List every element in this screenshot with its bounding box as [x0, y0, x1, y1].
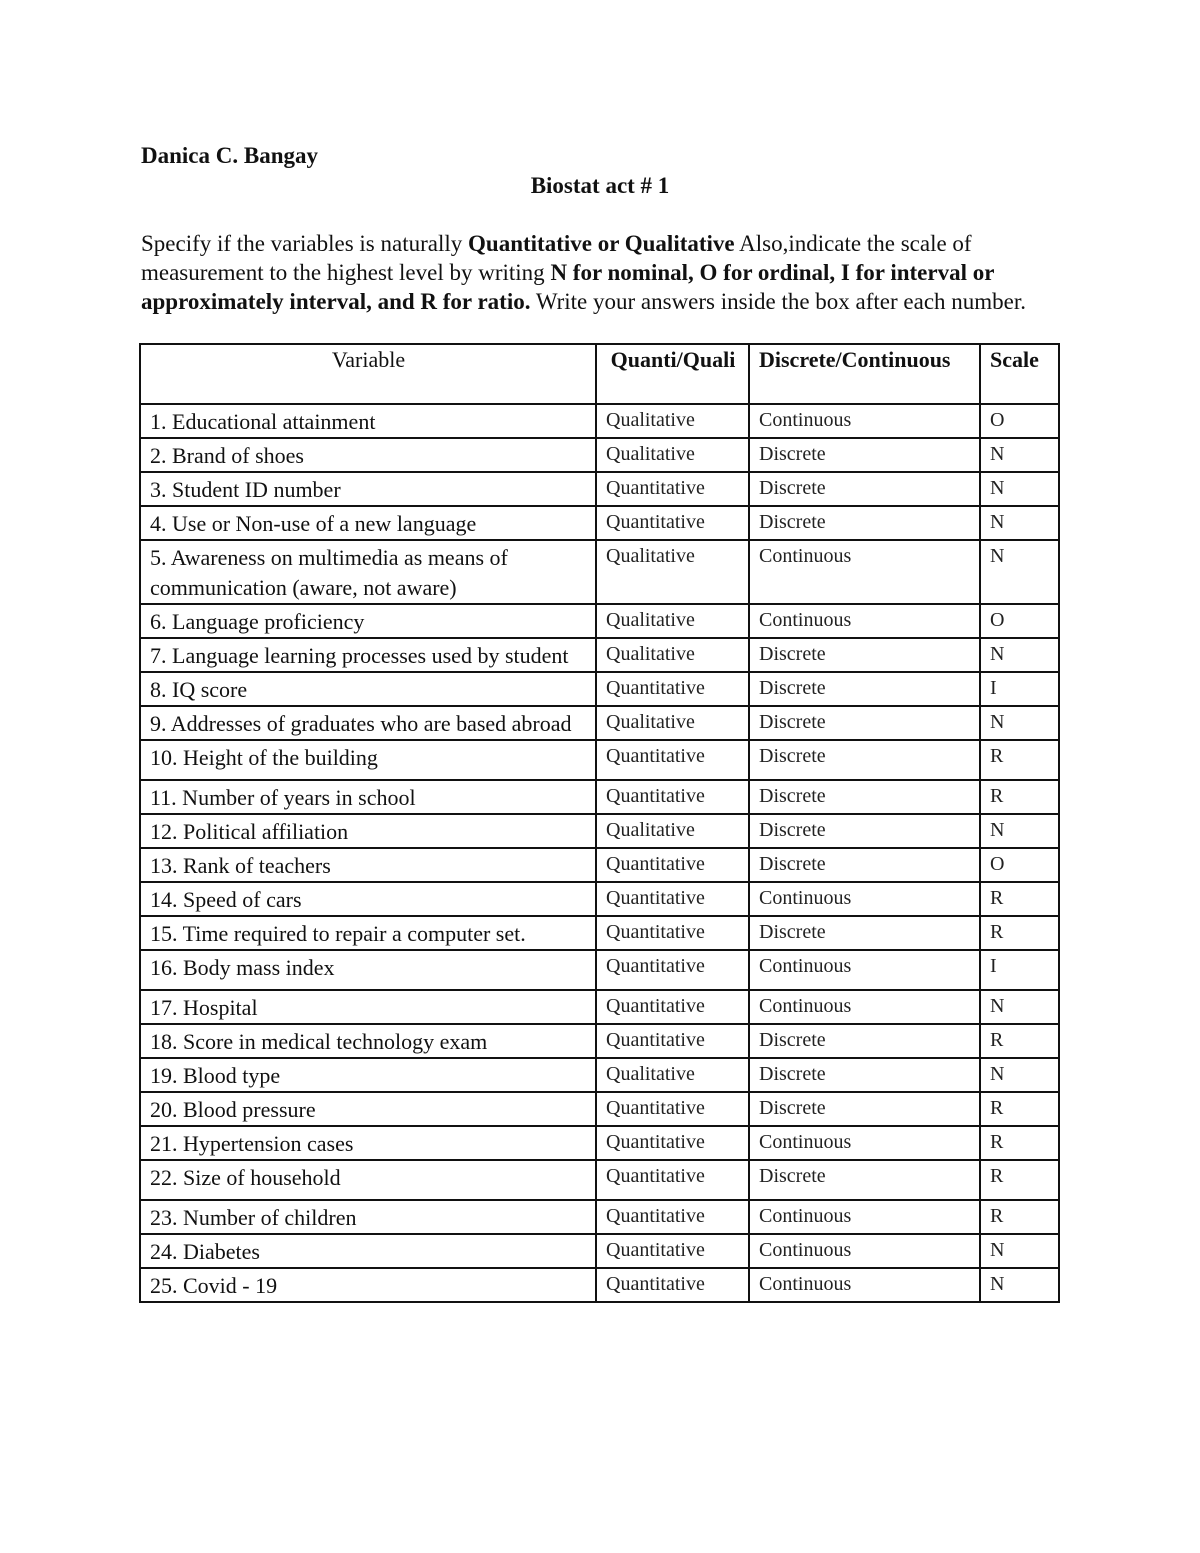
scale-cell: R	[980, 1200, 1059, 1234]
quanti-quali-cell: Quantitative	[596, 1234, 749, 1268]
discrete-continuous-cell: Continuous	[749, 404, 980, 438]
instructions-text-1: Specify if the variables is naturally	[141, 231, 469, 256]
table-row	[140, 740, 1059, 780]
table-row	[140, 506, 1059, 540]
table-row	[140, 1234, 1059, 1268]
scale-cell: N	[980, 438, 1059, 472]
table-row	[140, 1200, 1059, 1234]
quanti-quali-cell: Quantitative	[596, 472, 749, 506]
instructions-text-3: Write your answers inside the box after each number.	[530, 289, 1027, 314]
quanti-quali-cell: Quantitative	[596, 780, 749, 814]
variable-cell: 12. Political affiliation	[140, 814, 596, 848]
scale-cell: N	[980, 1234, 1059, 1268]
variable-cell: 23. Number of children	[140, 1200, 596, 1234]
discrete-continuous-cell: Continuous	[749, 604, 980, 638]
table-row	[140, 638, 1059, 672]
author-name: Danica C. Bangay	[141, 143, 318, 168]
quanti-quali-cell: Quantitative	[596, 848, 749, 882]
instructions-bold-2: N for nominal, O for ordinal, I for interval or approximately interval, and R for ratio.	[141, 260, 995, 314]
variable-cell: 11. Number of years in school	[140, 780, 596, 814]
instructions	[141, 229, 1061, 316]
answer-table	[139, 343, 1060, 1303]
quanti-quali-cell: Qualitative	[596, 604, 749, 638]
scale-cell: R	[980, 882, 1059, 916]
table-row	[140, 472, 1059, 506]
discrete-continuous-cell: Discrete	[749, 638, 980, 672]
instructions-bold-1: Quantitative or Qualitative	[468, 231, 735, 256]
variable-cell: 4. Use or Non-use of a new language	[140, 506, 596, 540]
header-quanti-quali: Quanti/Quali	[596, 344, 749, 404]
table-row	[140, 1058, 1059, 1092]
variable-cell: 8. IQ score	[140, 672, 596, 706]
scale-cell: N	[980, 506, 1059, 540]
quanti-quali-cell: Quantitative	[596, 1024, 749, 1058]
table-body	[140, 404, 1059, 1302]
discrete-continuous-cell: Continuous	[749, 540, 980, 604]
discrete-continuous-cell: Continuous	[749, 1126, 980, 1160]
scale-cell: R	[980, 916, 1059, 950]
variable-cell: 3. Student ID number	[140, 472, 596, 506]
table-row	[140, 540, 1059, 604]
discrete-continuous-cell: Discrete	[749, 706, 980, 740]
scale-cell: R	[980, 740, 1059, 780]
quanti-quali-cell: Quantitative	[596, 916, 749, 950]
header-scale: Scale	[980, 344, 1059, 404]
scale-cell: N	[980, 814, 1059, 848]
header-discrete-continuous: Discrete/Continuous	[749, 344, 980, 404]
scale-cell: N	[980, 706, 1059, 740]
quanti-quali-cell: Quantitative	[596, 1268, 749, 1302]
table-row	[140, 404, 1059, 438]
variable-cell: 17. Hospital	[140, 990, 596, 1024]
quanti-quali-cell: Quantitative	[596, 990, 749, 1024]
variable-cell: 6. Language proficiency	[140, 604, 596, 638]
scale-cell: R	[980, 780, 1059, 814]
document-title: Biostat act # 1	[530, 173, 670, 198]
variable-cell: 21. Hypertension cases	[140, 1126, 596, 1160]
discrete-continuous-cell: Discrete	[749, 1160, 980, 1200]
table-row	[140, 1160, 1059, 1200]
variable-cell: 18. Score in medical technology exam	[140, 1024, 596, 1058]
discrete-continuous-cell: Continuous	[749, 1234, 980, 1268]
table-row	[140, 814, 1059, 848]
discrete-continuous-cell: Discrete	[749, 1092, 980, 1126]
scale-cell: I	[980, 950, 1059, 990]
quanti-quali-cell: Quantitative	[596, 1126, 749, 1160]
table-row	[140, 916, 1059, 950]
discrete-continuous-cell: Discrete	[749, 740, 980, 780]
scale-cell: N	[980, 990, 1059, 1024]
discrete-continuous-cell: Discrete	[749, 506, 980, 540]
discrete-continuous-cell: Continuous	[749, 1200, 980, 1234]
table-row	[140, 706, 1059, 740]
scale-cell: R	[980, 1126, 1059, 1160]
quanti-quali-cell: Quantitative	[596, 950, 749, 990]
variable-cell: 22. Size of household	[140, 1160, 596, 1200]
quanti-quali-cell: Quantitative	[596, 506, 749, 540]
variable-cell: 10. Height of the building	[140, 740, 596, 780]
scale-cell: N	[980, 638, 1059, 672]
variable-cell: 16. Body mass index	[140, 950, 596, 990]
discrete-continuous-cell: Continuous	[749, 882, 980, 916]
variable-cell: 5. Awareness on multimedia as means of communication (aware, not aware)	[140, 540, 596, 604]
scale-cell: O	[980, 848, 1059, 882]
scale-cell: O	[980, 404, 1059, 438]
scale-cell: R	[980, 1024, 1059, 1058]
variable-cell: 15. Time required to repair a computer set.	[140, 916, 596, 950]
discrete-continuous-cell: Discrete	[749, 916, 980, 950]
instructions-text-2: Also,indicate the scale of measurement to the highest level by writing	[141, 231, 972, 285]
table-row	[140, 1126, 1059, 1160]
header-variable: Variable	[140, 344, 596, 404]
scale-cell: N	[980, 1268, 1059, 1302]
quanti-quali-cell: Qualitative	[596, 638, 749, 672]
variable-cell: 9. Addresses of graduates who are based abroad	[140, 706, 596, 740]
quanti-quali-cell: Quantitative	[596, 882, 749, 916]
discrete-continuous-cell: Discrete	[749, 672, 980, 706]
quanti-quali-cell: Quantitative	[596, 1160, 749, 1200]
scale-cell: N	[980, 472, 1059, 506]
table-row	[140, 672, 1059, 706]
discrete-continuous-cell: Continuous	[749, 1268, 980, 1302]
quanti-quali-cell: Qualitative	[596, 814, 749, 848]
quanti-quali-cell: Quantitative	[596, 1092, 749, 1126]
quanti-quali-cell: Qualitative	[596, 540, 749, 604]
discrete-continuous-cell: Discrete	[749, 1024, 980, 1058]
scale-cell: N	[980, 1058, 1059, 1092]
variable-cell: 13. Rank of teachers	[140, 848, 596, 882]
variable-cell: 14. Speed of cars	[140, 882, 596, 916]
variable-cell: 20. Blood pressure	[140, 1092, 596, 1126]
quanti-quali-cell: Quantitative	[596, 672, 749, 706]
discrete-continuous-cell: Discrete	[749, 848, 980, 882]
table-row	[140, 780, 1059, 814]
variable-cell: 24. Diabetes	[140, 1234, 596, 1268]
quanti-quali-cell: Qualitative	[596, 404, 749, 438]
discrete-continuous-cell: Discrete	[749, 814, 980, 848]
table-row	[140, 882, 1059, 916]
quanti-quali-cell: Quantitative	[596, 740, 749, 780]
table-row	[140, 848, 1059, 882]
discrete-continuous-cell: Discrete	[749, 1058, 980, 1092]
discrete-continuous-cell: Continuous	[749, 950, 980, 990]
table-row	[140, 950, 1059, 990]
discrete-continuous-cell: Discrete	[749, 472, 980, 506]
variable-cell: 19. Blood type	[140, 1058, 596, 1092]
table-row	[140, 1268, 1059, 1302]
table-header-row	[140, 344, 1059, 404]
quanti-quali-cell: Qualitative	[596, 438, 749, 472]
table-row	[140, 1092, 1059, 1126]
quanti-quali-cell: Qualitative	[596, 1058, 749, 1092]
scale-cell: I	[980, 672, 1059, 706]
table-row	[140, 1024, 1059, 1058]
scale-cell: O	[980, 604, 1059, 638]
discrete-continuous-cell: Discrete	[749, 780, 980, 814]
discrete-continuous-cell: Discrete	[749, 438, 980, 472]
scale-cell: R	[980, 1092, 1059, 1126]
scale-cell: N	[980, 540, 1059, 604]
table-row	[140, 438, 1059, 472]
variable-cell: 1. Educational attainment	[140, 404, 596, 438]
variable-cell: 7. Language learning processes used by student	[140, 638, 596, 672]
variable-cell: 25. Covid - 19	[140, 1268, 596, 1302]
table-row	[140, 604, 1059, 638]
discrete-continuous-cell: Continuous	[749, 990, 980, 1024]
variable-cell: 2. Brand of shoes	[140, 438, 596, 472]
scale-cell: R	[980, 1160, 1059, 1200]
quanti-quali-cell: Quantitative	[596, 1200, 749, 1234]
quanti-quali-cell: Qualitative	[596, 706, 749, 740]
table-row	[140, 990, 1059, 1024]
